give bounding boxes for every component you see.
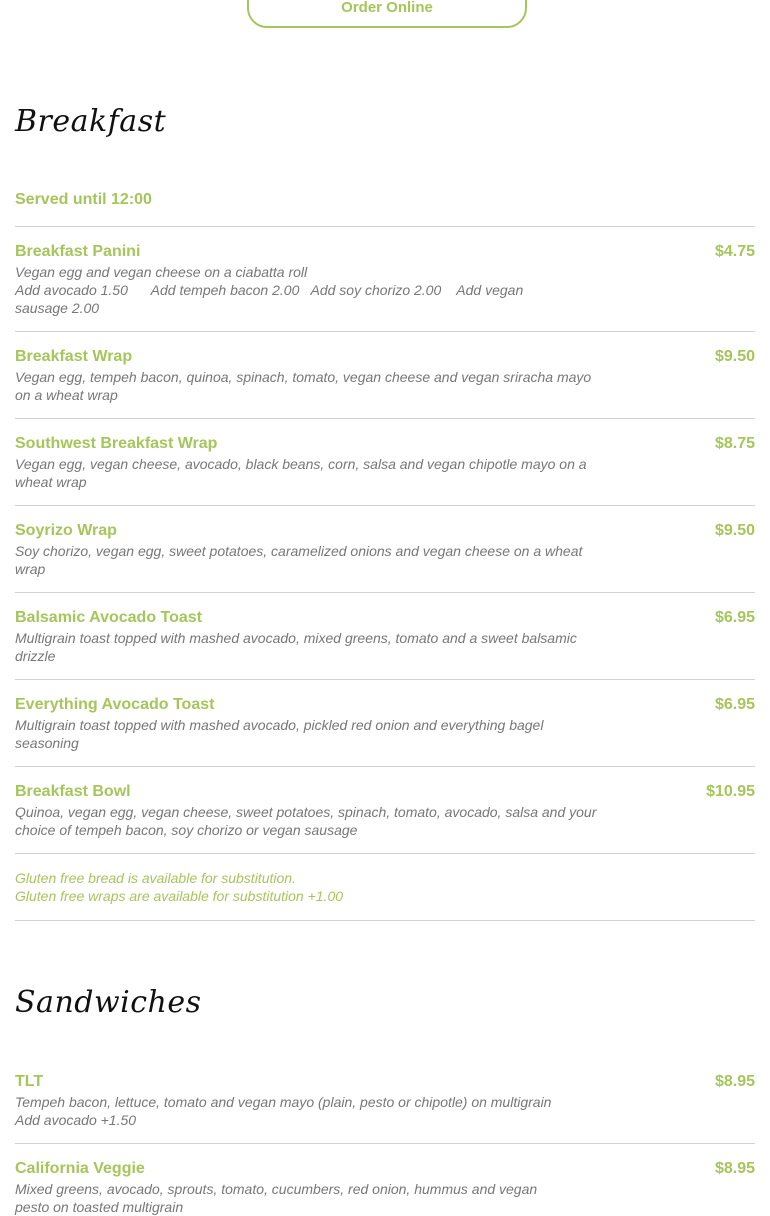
menu-item-soyrizo-wrap [15, 522, 755, 578]
menu-item-balsamic-avocado-toast [15, 609, 755, 665]
gluten-free-notes [15, 869, 615, 905]
item-name: Southwest Breakfast Wrap [15, 435, 218, 452]
divider [15, 853, 755, 854]
item-name: California Veggie [15, 1160, 145, 1177]
item-price: $9.50 [714, 348, 755, 365]
item-name: TLT [15, 1073, 44, 1090]
item-price: $10.95 [706, 783, 755, 800]
item-description: Soy chorizo, vegan egg, sweet potatoes, caramelized onions and vegan cheese on a wheat wrap [15, 543, 583, 577]
item-name: Everything Avocado Toast [15, 696, 215, 713]
item-description: Vegan egg, vegan cheese, avocado, black beans, corn, salsa and vegan chipotle mayo on a wheat wrap [15, 456, 587, 490]
item-name: Balsamic Avocado Toast [15, 609, 203, 626]
item-price: $6.95 [714, 696, 755, 713]
item-name: Breakfast Bowl [15, 783, 131, 800]
item-addons: Add avocado 1.50 Add tempeh bacon 2.00 Add soy chorizo 2.00 Add vegan sausage 2.00 [15, 282, 528, 316]
item-description: Tempeh bacon, lettuce, tomato and vegan mayo (plain, pesto or chipotle) on multigrain [15, 1094, 552, 1110]
breakfast-section-title: Breakfast [15, 104, 167, 139]
gluten-free-bread-note: Gluten free bread is available for substitution. [15, 870, 296, 886]
item-description: Mixed greens, avocado, sprouts, tomato, cucumbers, red onion, hummus and vegan pesto on toasted multigrain [15, 1181, 538, 1215]
divider [15, 418, 755, 419]
divider [15, 592, 755, 593]
divider [15, 226, 755, 227]
menu-item-breakfast-panini [15, 243, 755, 317]
item-price: $8.75 [714, 435, 755, 452]
menu-item-southwest-breakfast-wrap [15, 435, 755, 491]
menu-item-breakfast-bowl [15, 783, 755, 839]
item-description: Multigrain toast topped with mashed avocado, pickled red onion and everything bagel seasoning [15, 717, 544, 751]
item-price: $4.75 [714, 243, 755, 260]
item-price: $8.95 [714, 1160, 755, 1177]
breakfast-served-until: Served until 12:00 [15, 191, 152, 208]
item-price: $8.95 [714, 1073, 755, 1090]
menu-item-everything-avocado-toast [15, 696, 755, 752]
item-name: Soyrizo Wrap [15, 522, 117, 539]
divider [15, 679, 755, 680]
divider [15, 1143, 755, 1144]
menu-item-breakfast-wrap [15, 348, 755, 404]
sandwiches-section-title: Sandwiches [15, 985, 202, 1020]
divider [15, 505, 755, 506]
order-online-button[interactable]: Order Online [247, 0, 527, 28]
item-name: Breakfast Panini [15, 243, 141, 260]
menu-item-tlt [15, 1073, 755, 1129]
item-addons: Add avocado +1.50 [15, 1112, 137, 1128]
menu-item-california-veggie [15, 1160, 755, 1216]
item-description: Vegan egg, tempeh bacon, quinoa, spinach, tomato, vegan cheese and vegan sriracha mayo on a wheat wrap [15, 369, 592, 403]
divider [15, 766, 755, 767]
item-description: Quinoa, vegan egg, vegan cheese, sweet potatoes, spinach, tomato, avocado, salsa and your choice of tempeh bacon, soy chorizo or vegan sausage [15, 804, 597, 838]
divider [15, 331, 755, 332]
item-description: Vegan egg and vegan cheese on a ciabatta roll [15, 264, 308, 280]
item-price: $6.95 [714, 609, 755, 626]
gluten-free-wrap-note: Gluten free wraps are available for substitution +1.00 [15, 888, 344, 904]
item-price: $9.50 [714, 522, 755, 539]
item-name: Breakfast Wrap [15, 348, 133, 365]
item-description: Multigrain toast topped with mashed avocado, mixed greens, tomato and a sweet balsamic drizzle [15, 630, 577, 664]
divider [15, 920, 755, 921]
